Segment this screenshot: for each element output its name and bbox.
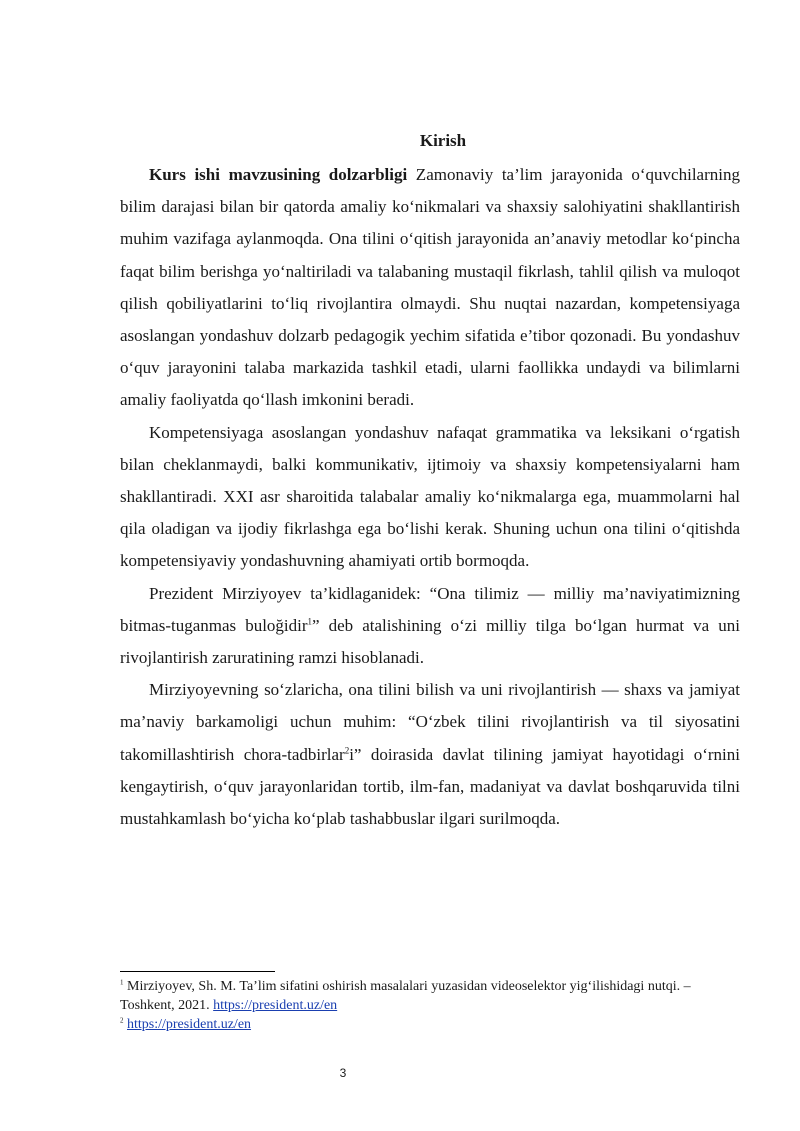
paragraph-2: Kompetensiyaga asoslangan yondashuv nafaqat grammatika va leksikani o‘rgatish bilan cheklanmaydi, balki kommunikativ, ijtimoiy va shaxsiy kompetensiyalarni ham shakllantiradi. XXI asr sharoitida talabalar amaliy ko‘nikmalarga ega, muammolarni hal qila oladigan va ijodiy fikrlashga ega bo‘lishi kerak. Shuning uchun ona tilini o‘qitishda kompetensiyaviy yondashuvning ahamiyati ortib bormoqda. [120,422,740,571]
paragraph-1 [120,159,740,417]
footnote-1 [120,977,740,1015]
section-heading: Kirish [419,131,467,150]
paragraph-3 [120,578,740,675]
footnote-1-link[interactable]: https://president.uz/en [213,998,338,1013]
footnote-separator [120,971,275,972]
footnotes [120,977,740,1034]
page-number: 3 [339,1066,347,1080]
paragraph-4 [120,674,740,835]
paragraph-4-text-a: Mirziyoyevning so‘zlaricha, ona tilini bilish va uni rivojlantirish — shaxs va jamiyat ma’naviy barkamoligi uchun muhim: “O‘zbek tilini rivojlantirish va til siyosatini takomillashtirish chora-tadbirlar [120,680,740,764]
footnote-ref-1[interactable]: 1 [307,616,313,627]
paragraph-1-text: Zamonaviy ta’lim jarayonida o‘quvchilarning bilim darajasi bilan bir qatorda amaliy ko‘nikmalari va shaxsiy salohiyatini shakllantirish muhim vazifaga aylanmoqda. Ona tilini o‘qitish jarayonida an’anaviy metodlar ko‘pincha faqat bilim berishga yo‘naltiriladi va talabaning mustaqil fikrlash, tahlil qilish va muloqot qilish qobiliyatlarini to‘liq rivojlantira olmaydi. Shu nuqtai nazardan, kompetensiyaga asoslangan yondashuv dolzarb pedagogik yechim sifatida e’tibor qozonadi. Bu yondashuv o‘quv jarayonini talaba markazida tashkil etadi, ularni faollikka undaydi va bilimlarni amaliy faoliyatda qo‘llash imkonini beradi. [120,165,740,410]
footnote-2-link[interactable]: https://president.uz/en [127,1017,252,1032]
paragraph-3-text-a: Prezident Mirziyoyev ta’kidlaganidek: “Ona tilimiz — milliy ma’naviyatimizning bitmas-tuganmas buloğidir [120,583,740,635]
footnote-1-number: 1 [120,978,124,987]
paragraph-4-text-b: i” doirasida davlat tilining jamiyat hayotidagi o‘rnini kengaytirish, o‘quv jarayonlaridan tortib, ilm-fan, madaniyat va davlat boshqaruvida tilni mustahkamlash bo‘yicha ko‘plab tashabbuslar ilgari surilmoqda. [120,744,741,829]
paragraph-1-bold-lead: Kurs ishi mavzusining dolzarbligi [149,165,408,184]
footnote-ref-2[interactable]: 2 [344,745,350,755]
footnote-2-number: 2 [120,1016,124,1025]
footnote-1-text: Mirziyoyev, Sh. M. Ta’lim sifatini oshirish masalalari yuzasidan videoselektor yig‘ilishidagi nutqi. – Toshkent, 2021. [120,979,691,1013]
footnote-2 [120,1015,740,1034]
paragraph-3-text-b: ” deb atalishining o‘zi milliy tilga bo‘lgan hurmat va uni rivojlantirish zaruratining ramzi hisoblanadi. [120,615,740,668]
body-text [120,159,740,835]
